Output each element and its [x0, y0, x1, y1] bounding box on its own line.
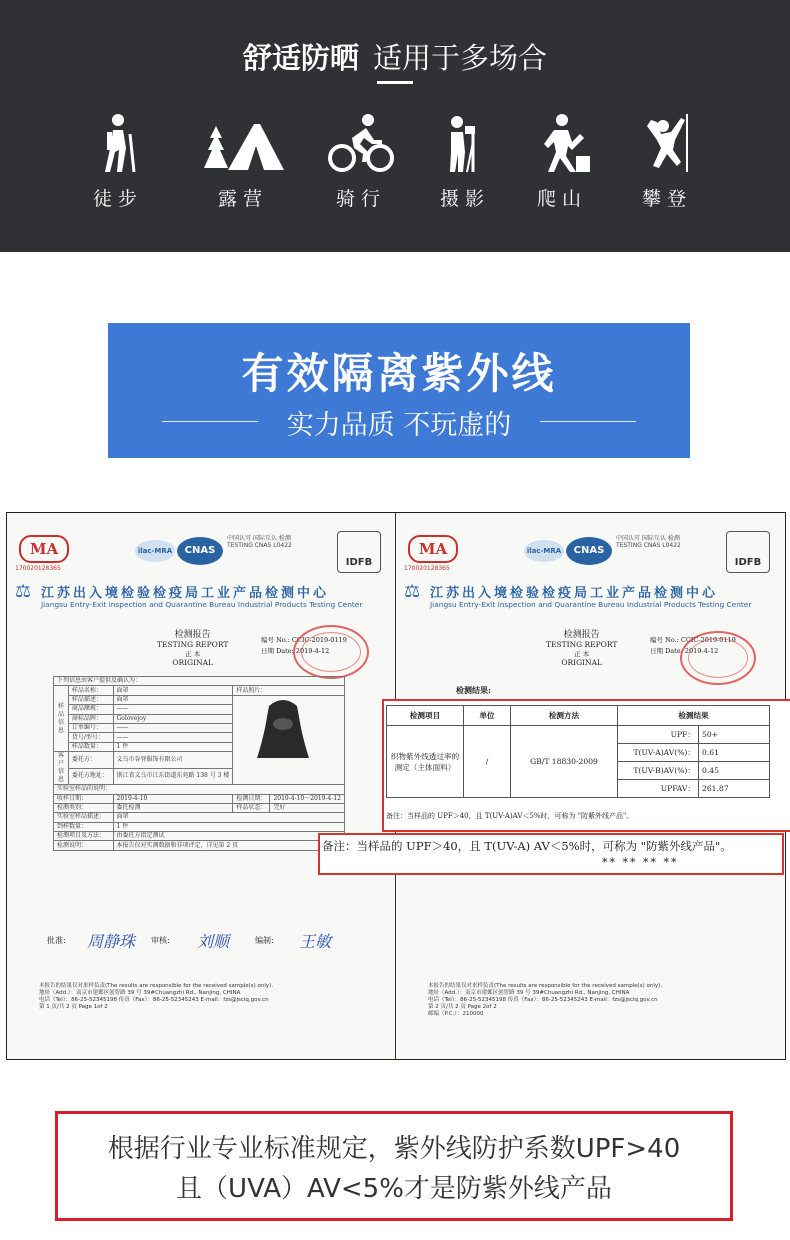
results-method: GB/T 18830-2009: [511, 726, 618, 798]
report-date: 日期 Date: 2019-4-12: [650, 647, 719, 655]
ilac-logo: ilac-MRA: [135, 540, 175, 562]
banner-subtitle: 实力品质 不玩虚的: [286, 410, 512, 441]
results-key: T(UV-A)AV(%)：: [618, 744, 699, 762]
report-page-2: [386, 513, 784, 1059]
cell: ——: [113, 733, 233, 742]
cell: 面罩: [113, 695, 233, 704]
official-stamp: [293, 625, 369, 679]
results-header: 检测结果: [618, 706, 770, 726]
client-info-label: 客户信息: [54, 752, 69, 785]
banner-divider-right: [540, 421, 636, 422]
results-highlight-box: [382, 699, 790, 832]
cell: 检测说明：: [54, 841, 114, 850]
cell: 浙江省义乌市江东街道东苑路 138 号 3 楼: [113, 768, 233, 785]
cma-number: 170020128365: [15, 565, 61, 572]
cell: 到样数量：: [54, 822, 114, 831]
cell: 委托方：: [68, 752, 113, 769]
report-footer: [428, 983, 768, 1018]
results-key: T(UV-B)AV(%)：: [618, 762, 699, 780]
uv-banner: [108, 323, 690, 458]
cell: 2019-4-10～2019-4-12: [270, 794, 345, 803]
institution-name-cn: 江苏出入境检验检疫局工业产品检测中心: [41, 586, 330, 601]
report-heading: [546, 627, 617, 667]
cycling-icon: [328, 112, 394, 174]
cma-logo: MA: [19, 535, 69, 563]
results-value: 50+: [699, 726, 770, 744]
results-note: 备注：当样品的 UPF＞40，且 T(UV-A)AV＜5%时，可称为 "防紫外线产品"。: [386, 812, 634, 820]
edit-label: 编制:: [255, 936, 274, 945]
activity-camping: [188, 112, 298, 211]
note-stars: ** ** ** **: [602, 856, 679, 869]
cell: 2019-4-10: [113, 794, 233, 803]
report-heading: [157, 627, 228, 667]
top-section: [0, 0, 790, 252]
mountain-climbing-icon: [532, 112, 592, 174]
title-underline: [377, 81, 413, 84]
report-title-cn: 检测报告: [563, 630, 600, 640]
results-item: 织物紫外线透过率的测定（主体面料）: [387, 726, 464, 798]
note-callout: [318, 833, 784, 875]
activity-label: 爬山: [536, 188, 587, 210]
cnas-text: 中国认可 国际互认 检测 TESTING CNAS L0422: [616, 535, 681, 549]
signatures: [47, 932, 387, 965]
institution-header: [404, 581, 776, 609]
cell: 样品名称：: [68, 686, 113, 695]
footer-line: 地址（Add.）：南京市建邺区创智路 39 号 39#Chuangzhi Rd., Nanjing, CHINA: [39, 990, 241, 996]
note-text: 备注：当样品的 UPF＞40，且 T(UV-A) AV＜5%时，可称为 "防紫外线产品"。: [322, 839, 732, 853]
report-title-en: TESTING REPORT: [546, 640, 618, 649]
camping-tent-icon: [198, 112, 288, 174]
cnas-text: 中国认可 国际互认 检测 TESTING CNAS L0422: [227, 535, 292, 549]
cell: 检测类别：: [54, 803, 114, 812]
standard-statement: [55, 1111, 733, 1221]
cell: 由委托方指定测试: [113, 832, 345, 841]
idfb-logo: IDFB: [726, 531, 770, 573]
table-header: 下列信息由客户提供及确认为：: [54, 677, 345, 686]
cell: 面罩: [113, 813, 345, 822]
cell: 收样日期：: [54, 794, 114, 803]
cma-logo: MA: [408, 535, 458, 563]
report-title-cn: 检测报告: [174, 630, 211, 640]
report-copy-cn: 正 本: [185, 650, 201, 658]
institution-header: [15, 581, 387, 609]
mask-photo-icon: [253, 698, 313, 760]
top-title-bold: 舒适防晒: [242, 41, 359, 75]
cell: 商品额规：: [68, 705, 113, 714]
footer-line: 地址（Add.）：南京市建邺区创智路 39 号 39#Chuangzhi Rd., Nanjing, CHINA: [428, 990, 630, 996]
lab-header: 实验室样品的说明：: [54, 785, 345, 794]
report-date: 日期 Date: 2019-4-12: [261, 647, 330, 655]
activity-label: 摄影: [439, 188, 490, 210]
results-value: 0.61: [699, 744, 770, 762]
ilac-logo: ilac-MRA: [524, 540, 564, 562]
results-key: UPFAV：: [618, 780, 699, 798]
report-title-en: TESTING REPORT: [157, 640, 229, 649]
banner-title: 有效隔离紫外线: [241, 349, 557, 398]
cell: 样品数量：: [68, 742, 113, 751]
activity-label: 攀登: [641, 188, 692, 210]
results-key: UPF：: [618, 726, 699, 744]
report-page-1: [7, 513, 396, 1059]
postcode: 邮编（P.C.）：210000: [428, 1011, 484, 1017]
activity-icons: [0, 112, 790, 222]
sample-info-table: [53, 676, 345, 851]
activity-photography: [410, 112, 520, 211]
idfb-logo: IDFB: [337, 531, 381, 573]
sample-photo: [233, 695, 345, 784]
edit-signature: 王敏: [299, 932, 332, 951]
page-number: 第 1 页/共 2 页 Page 1of 2: [39, 1004, 108, 1010]
activity-label: 露营: [217, 188, 268, 210]
institution-name-cn: 江苏出入境检验检疫局工业产品检测中心: [430, 586, 719, 601]
cell: 样品描述：: [68, 695, 113, 704]
report-number: 编号 No.: CCIC-2019-0119: [650, 636, 736, 644]
approve-signature: 周静珠: [87, 932, 136, 951]
page-number: 第 2 页/共 2 页 Page 2of 2: [428, 1004, 497, 1010]
cell: Golovejoy: [113, 714, 233, 723]
institution-name-en: Jiangsu Entry-Exit Inspection and Quarantine Bureau Industrial Products Testing Center: [430, 600, 752, 609]
top-title: [0, 36, 790, 77]
footer-line: 电话（Tel）：86-25-52345198 传真（Fax）：86-25-52345243 E-mail：fzs@jsciq.gov.cn: [39, 997, 269, 1003]
activity-rock-climbing: [612, 112, 722, 211]
results-value: 0.45: [699, 762, 770, 780]
activity-label: 骑行: [335, 188, 386, 210]
results-label: 检测结果:: [456, 685, 491, 695]
institution-logo-icon: ⚖: [15, 581, 32, 602]
statement-line-1: 根据行业专业标准规定，紫外线防护系数UPF>40: [107, 1134, 681, 1164]
cell: 实验室样品描述：: [54, 813, 114, 822]
results-table: [386, 705, 770, 798]
sample-info-label: 样品信息: [54, 686, 69, 752]
photography-icon: [435, 112, 495, 174]
results-unit: /: [464, 726, 511, 798]
activity-hiking: [63, 112, 173, 211]
cell: 订单编号：: [68, 723, 113, 732]
activity-label: 徒步: [92, 188, 143, 210]
report-number: 编号 No.: CCIC-2019-0119: [261, 636, 347, 644]
cell: 本报告仅对实测数据和非项评定，详见第 2 页: [113, 841, 345, 850]
cell: 货号/型号：: [68, 733, 113, 742]
report-footer: [39, 983, 379, 1011]
cell: 义乌市谷登服饰有限公司: [113, 752, 233, 769]
statement-line-2: 且（UVA）AV<5%才是防紫外线产品: [176, 1174, 612, 1204]
report-copy-en: ORIGINAL: [172, 658, 214, 667]
cma-number: 170020128365: [404, 565, 450, 572]
cell: 完好: [270, 803, 345, 812]
results-header: 单位: [464, 706, 511, 726]
cnas-logo: CNAS: [566, 537, 612, 565]
test-reports: [6, 512, 786, 1060]
activity-mountain-climbing: [507, 112, 617, 211]
footer-line: 电话（Tel）：86-25-52345198 传真（Fax）：86-25-52345243 E-mail：fzs@jsciq.gov.cn: [428, 997, 658, 1003]
cell: 委托方地址：: [68, 768, 113, 785]
cell: 检测日期：: [233, 794, 270, 803]
cell: ——: [113, 723, 233, 732]
activity-cycling: [306, 112, 416, 211]
report-copy-cn: 正 本: [574, 650, 590, 658]
institution-logo-icon: ⚖: [404, 581, 421, 602]
institution-name-en: Jiangsu Entry-Exit Inspection and Quarantine Bureau Industrial Products Testing Center: [41, 600, 363, 609]
results-value: 261.87: [699, 780, 770, 798]
cell: 面罩: [113, 686, 233, 695]
top-title-light: 适用于多场合: [373, 41, 548, 75]
rock-climbing-icon: [637, 112, 697, 174]
cell: 检测项目及方法：: [54, 832, 114, 841]
footer-line: 本报告的结果仅对来样负责(The results are responsible for the received sample(s) only).: [428, 983, 663, 989]
results-header: 检测项目: [387, 706, 464, 726]
photo-label: 样品照片：: [233, 686, 345, 695]
review-signature: 刘顺: [197, 932, 230, 951]
official-stamp: [680, 631, 756, 685]
cell: 委托检测: [113, 803, 233, 812]
cell: ——: [113, 705, 233, 714]
cnas-logo: CNAS: [177, 537, 223, 565]
results-header: 检测方法: [511, 706, 618, 726]
hiking-icon: [88, 112, 148, 174]
cell: 1 件: [113, 742, 233, 751]
cell: 样品状态：: [233, 803, 270, 812]
cell: 商标品牌：: [68, 714, 113, 723]
approve-label: 批准:: [47, 936, 66, 945]
report-copy-en: ORIGINAL: [561, 658, 603, 667]
cell: 1 件: [113, 822, 345, 831]
footer-line: 本报告的结果仅对来样负责(The results are responsible for the received sample(s) only).: [39, 983, 274, 989]
review-label: 审核:: [151, 936, 170, 945]
